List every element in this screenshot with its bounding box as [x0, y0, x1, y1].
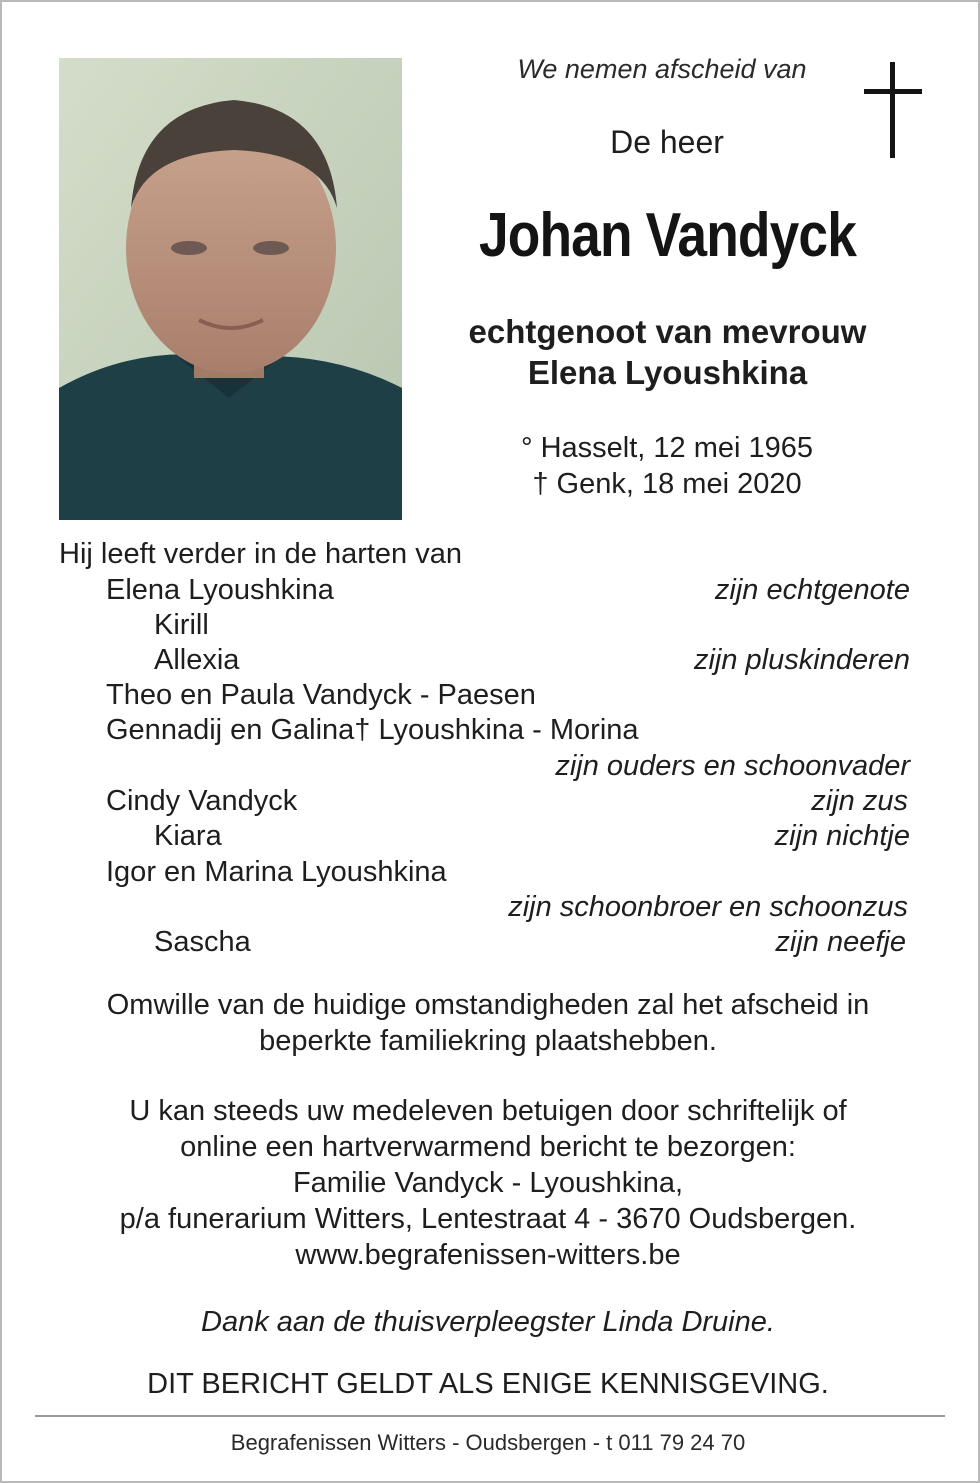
deceased-name: Johan Vandyck — [478, 201, 857, 270]
family-row — [0, 714, 980, 750]
family-member-name: Allexia — [154, 644, 240, 676]
family-row — [0, 679, 980, 715]
death-info: † Genk, 18 mei 2020 — [532, 468, 802, 500]
family-relation: zijn schoonbroer en schoonzus — [508, 891, 908, 923]
honorific: De heer — [610, 124, 724, 160]
family-row — [0, 820, 980, 856]
family-member-name: Gennadij en Galina† Lyoushkina - Morina — [106, 714, 639, 746]
family-member-name: Kiara — [154, 820, 222, 852]
family-member-name: Cindy Vandyck — [106, 785, 298, 817]
family-relation: zijn nichtje — [774, 820, 910, 852]
spouse-line-1: echtgenoot van mevrouw — [468, 313, 867, 350]
spouse-line-2: Elena Lyoushkina — [527, 354, 808, 391]
family-member-name: Kirill — [154, 609, 209, 641]
footer-divider — [35, 1415, 945, 1417]
family-row — [0, 644, 980, 680]
family-relation: zijn neefje — [775, 926, 906, 958]
condolence-paragraph — [40, 1093, 936, 1273]
website-link[interactable]: www.begrafenissen-witters.be — [295, 1239, 681, 1271]
circumstances-line-2: beperkte familiekring plaatshebben. — [259, 1025, 717, 1057]
family-lead: Hij leeft verder in de harten van — [59, 538, 462, 570]
official-notice: DIT BERICHT GELDT ALS ENIGE KENNISGEVING. — [147, 1368, 829, 1400]
intro-text: We nemen afscheid van — [517, 54, 807, 84]
family-member-name: Elena Lyoushkina — [106, 574, 334, 606]
condolence-line-2: online een hartverwarmend bericht te bezorgen: — [180, 1131, 796, 1163]
family-row — [0, 785, 980, 821]
circumstances-paragraph — [40, 987, 936, 1059]
address-line-1: Familie Vandyck - Lyoushkina, — [292, 1167, 684, 1199]
funeral-home-footer: Begrafenissen Witters - Oudsbergen - t 011 79 24 70 — [230, 1430, 746, 1455]
family-relation: zijn ouders en schoonvader — [555, 750, 910, 782]
circumstances-line-1: Omwille van de huidige omstandigheden zal het afscheid in — [106, 989, 870, 1021]
family-member-name: Sascha — [154, 926, 251, 958]
family-member-name: Theo en Paula Vandyck - Paesen — [106, 679, 536, 711]
family-row — [0, 574, 980, 610]
family-row — [0, 926, 980, 962]
family-relation: zijn echtgenote — [714, 574, 910, 606]
birth-info: ° Hasselt, 12 mei 1965 — [520, 432, 814, 464]
portrait-photo — [59, 58, 402, 520]
family-relation: zijn zus — [811, 785, 908, 817]
family-member-name: Igor en Marina Lyoushkina — [106, 856, 447, 888]
family-row — [0, 856, 980, 892]
family-row — [0, 891, 980, 927]
condolence-line-1: U kan steeds uw medeleven betuigen door schriftelijk of — [129, 1095, 847, 1127]
family-row — [0, 750, 980, 786]
family-relation: zijn pluskinderen — [693, 644, 910, 676]
family-row — [0, 609, 980, 645]
thanks-line: Dank aan de thuisverpleegster Linda Druine. — [201, 1306, 775, 1338]
address-line-2: p/a funerarium Witters, Lentestraat 4 - 3670 Oudsbergen. — [119, 1203, 857, 1235]
cross-icon — [864, 62, 922, 158]
